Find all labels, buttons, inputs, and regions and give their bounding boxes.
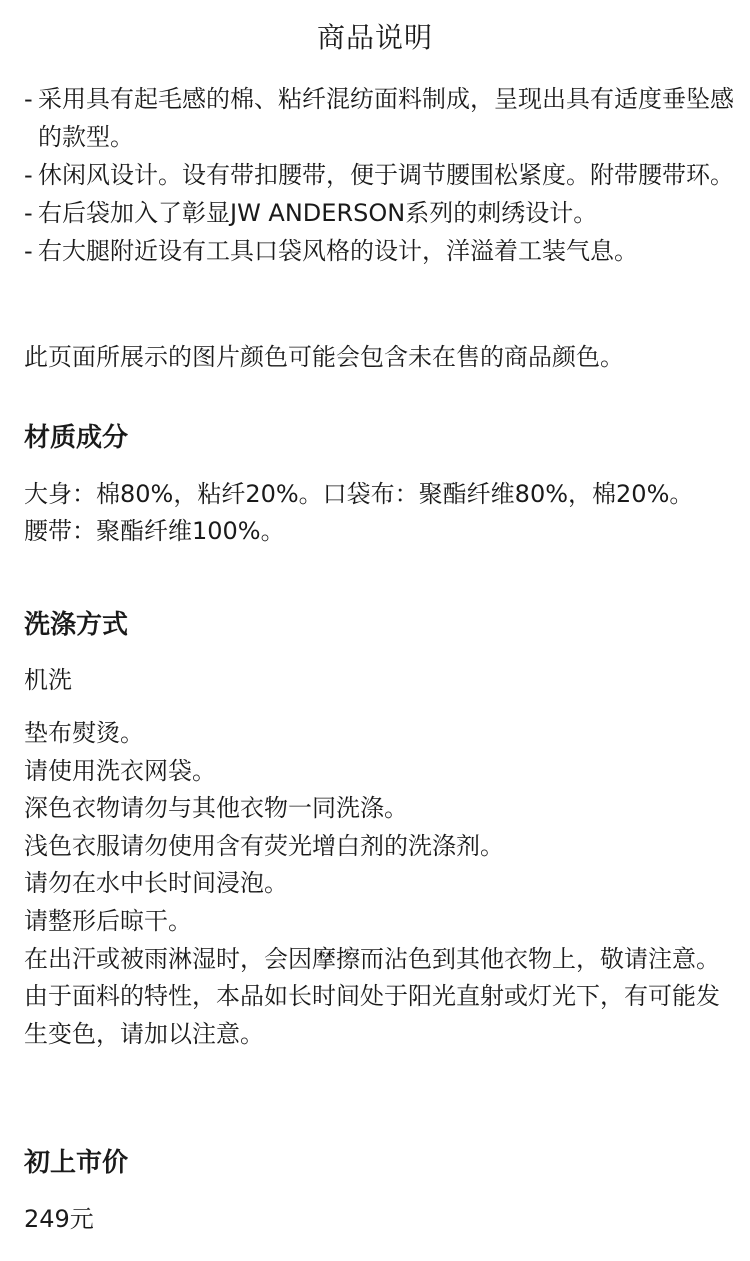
washing-instruction: 垫布熨烫。 [24,719,144,747]
washing-instruction: 请整形后晾干。 [24,906,192,935]
washing-instruction: 浅色衣服请勿使用含有荧光增白剂的洗涤剂。 [24,831,504,860]
feature-bullet: - [24,161,33,189]
washing-instruction: 在出汗或被雨淋湿时，会因摩擦而沾色到其他衣物上，敬请注意。 [24,944,720,973]
feature-text: 右后袋加入了彰显JW ANDERSON系列的刺绣设计。 [38,199,598,227]
feature-text: 休闲风设计。设有带扣腰带，便于调节腰围松紧度。附带腰带环。 [38,161,734,189]
page-title: 商品说明 [316,21,433,54]
feature-item [24,80,734,156]
washing-instruction: 深色衣物请勿与其他衣物一同洗涤。 [24,794,408,823]
feature-text: 采用具有起毛感的棉、粘纤混纺面料制成，呈现出具有适度垂坠感的款型。 [38,85,734,151]
washing-method: 机洗 [24,666,72,694]
material-composition [24,476,734,550]
feature-list [24,80,734,270]
feature-bullet: - [24,85,33,113]
feature-item [24,156,734,194]
washing-instructions [24,715,734,1053]
washing-instruction: 请使用洗衣网袋。 [24,756,216,785]
feature-bullet: - [24,237,33,265]
washing-heading: 洗涤方式 [24,610,129,640]
material-heading: 材质成分 [24,423,129,453]
washing-instruction: 由于面料的特性，本品如长时间处于阳光直射或灯光下，有可能发生变色，请加以注意。 [24,982,720,1048]
feature-text: 右大腿附近设有工具口袋风格的设计，洋溢着工装气息。 [38,237,638,265]
color-disclaimer: 此页面所展示的图片颜色可能会包含未在售的商品颜色。 [24,343,624,371]
price-heading: 初上市价 [24,1148,129,1178]
material-line: 腰带：聚酯纤维100%。 [24,517,285,545]
feature-item [24,194,734,232]
price-value: 249元 [24,1205,94,1233]
washing-instruction: 请勿在水中长时间浸泡。 [24,869,288,898]
material-line: 大身：棉80%，粘纤20%。口袋布：聚酯纤维80%，棉20%。 [24,480,694,508]
feature-bullet: - [24,199,33,227]
feature-item [24,232,734,270]
